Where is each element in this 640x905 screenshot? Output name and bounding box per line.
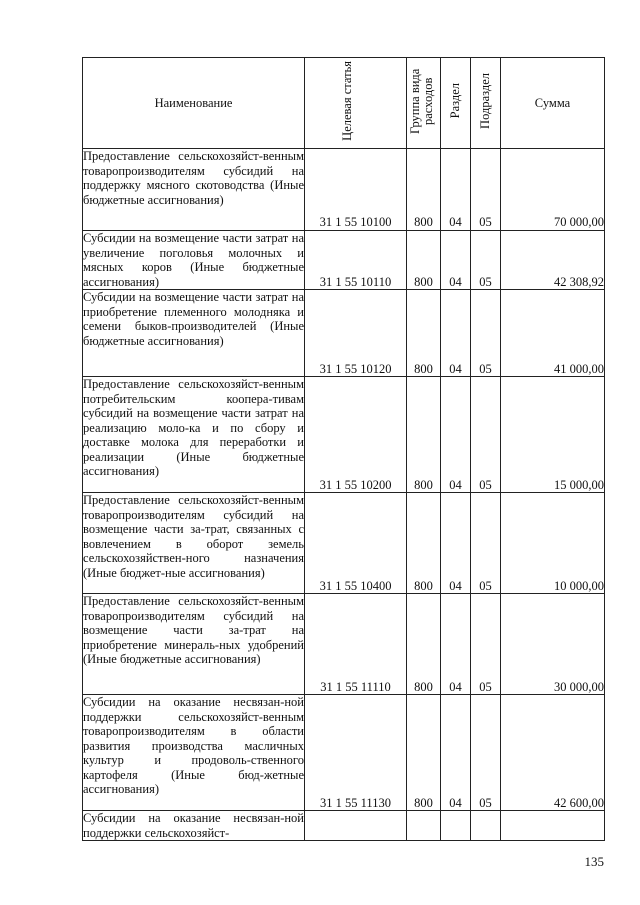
header-group: Группа вида расходов [407, 58, 441, 149]
row-subsection-cell: 05 [471, 290, 501, 377]
row-group-cell: 800 [407, 594, 441, 695]
row-group-cell: 800 [407, 231, 441, 290]
row-section-cell: 04 [441, 695, 471, 811]
row-group-cell [407, 811, 441, 841]
row-code-cell [305, 811, 407, 841]
row-code-cell: 31 1 55 10200 [305, 377, 407, 493]
table-row [83, 811, 605, 841]
row-code-cell: 31 1 55 11130 [305, 695, 407, 811]
row-group-cell: 800 [407, 493, 441, 594]
row-code-cell: 31 1 55 10120 [305, 290, 407, 377]
row-sum-cell: 70 000,00 [501, 149, 605, 231]
row-name-cell: Предоставление сельскохозяйст-венным товаропроизводителям субсидий на поддержку мясного скотоводства (Иные бюджетные ассигнования) [83, 149, 305, 231]
table-row [83, 149, 605, 231]
table-row [83, 594, 605, 695]
header-section: Раздел [441, 58, 471, 149]
row-sum-cell: 41 000,00 [501, 290, 605, 377]
table-row [83, 695, 605, 811]
row-section-cell: 04 [441, 493, 471, 594]
page-number: 135 [584, 854, 604, 869]
row-group-cell: 800 [407, 290, 441, 377]
row-subsection-cell: 05 [471, 149, 501, 231]
row-section-cell: 04 [441, 594, 471, 695]
row-sum-cell: 42 600,00 [501, 695, 605, 811]
row-group-cell: 800 [407, 149, 441, 231]
row-subsection-cell: 05 [471, 493, 501, 594]
row-name-cell: Предоставление сельскохозяйст-венным потребительским коопера-тивам субсидий на возмещение части затрат на реализацию моло-ка и по сбору и доставке молока для переработки и реализации (Иные бюджетные ассигнования) [83, 377, 305, 493]
row-subsection-cell: 05 [471, 377, 501, 493]
row-name-cell: Субсидии на возмещение части затрат на увеличение поголовья молочных и мясных коров (Иные бюджетные ассигнования) [83, 231, 304, 289]
row-code-cell: 31 1 55 10400 [305, 493, 407, 594]
row-subsection-cell: 05 [471, 594, 501, 695]
header-code: Целевая статья [305, 58, 407, 149]
row-sum-cell: 15 000,00 [501, 377, 605, 493]
row-subsection-cell: 05 [471, 695, 501, 811]
header-subsection: Подраздел [471, 58, 501, 149]
row-name-cell: Субсидии на возмещение части затрат на приобретение племенного молодняка и семени быков-производителей (Иные бюджетные ассигнования) [83, 290, 305, 377]
row-name-cell: Предоставление сельскохозяйст-венным товаропроизводителям субсидий на возмещение части за-трат, связанных с вовлечением в оборот земель сельскохозяйствен-ного назначения (Иные бюджет-ные ассигнования) [83, 493, 305, 594]
row-code-cell: 31 1 55 10110 [305, 231, 407, 290]
table-row [83, 377, 605, 493]
row-section-cell: 04 [441, 149, 471, 231]
row-sum-cell: 30 000,00 [501, 594, 605, 695]
table-body [83, 149, 605, 841]
table-row [83, 231, 605, 290]
row-name-cell: Субсидии на оказание несвязан-ной поддержки сельскохозяйст-венным товаропроизводителям в области развития производства масличных культур и продоволь-ственного картофеля (Иные бюд-жетные ассигнования) [83, 695, 305, 811]
table-header [83, 58, 605, 149]
table-row [83, 493, 605, 594]
row-section-cell: 04 [441, 231, 471, 290]
row-name-cell: Предоставление сельскохозяйст-венным товаропроизводителям субсидий на возмещение части за-трат на приобретение минераль-ных удобрений (Иные бюджетные ассигнования) [83, 594, 305, 695]
row-sum-cell: 10 000,00 [501, 493, 605, 594]
header-sum: Сумма [501, 58, 605, 149]
row-sum-cell [501, 811, 605, 841]
row-code-cell: 31 1 55 11110 [305, 594, 407, 695]
row-name-cell: Субсидии на оказание несвязан-ной поддержки сельскохозяйст- [83, 811, 304, 840]
budget-table [82, 57, 605, 841]
table-row [83, 290, 605, 377]
row-subsection-cell [471, 811, 501, 841]
row-sum-cell: 42 308,92 [501, 231, 605, 290]
header-name: Наименование [83, 58, 305, 149]
row-section-cell [441, 811, 471, 841]
row-group-cell: 800 [407, 377, 441, 493]
row-section-cell: 04 [441, 377, 471, 493]
row-subsection-cell: 05 [471, 231, 501, 290]
row-section-cell: 04 [441, 290, 471, 377]
row-code-cell: 31 1 55 10100 [305, 149, 407, 231]
row-group-cell: 800 [407, 695, 441, 811]
